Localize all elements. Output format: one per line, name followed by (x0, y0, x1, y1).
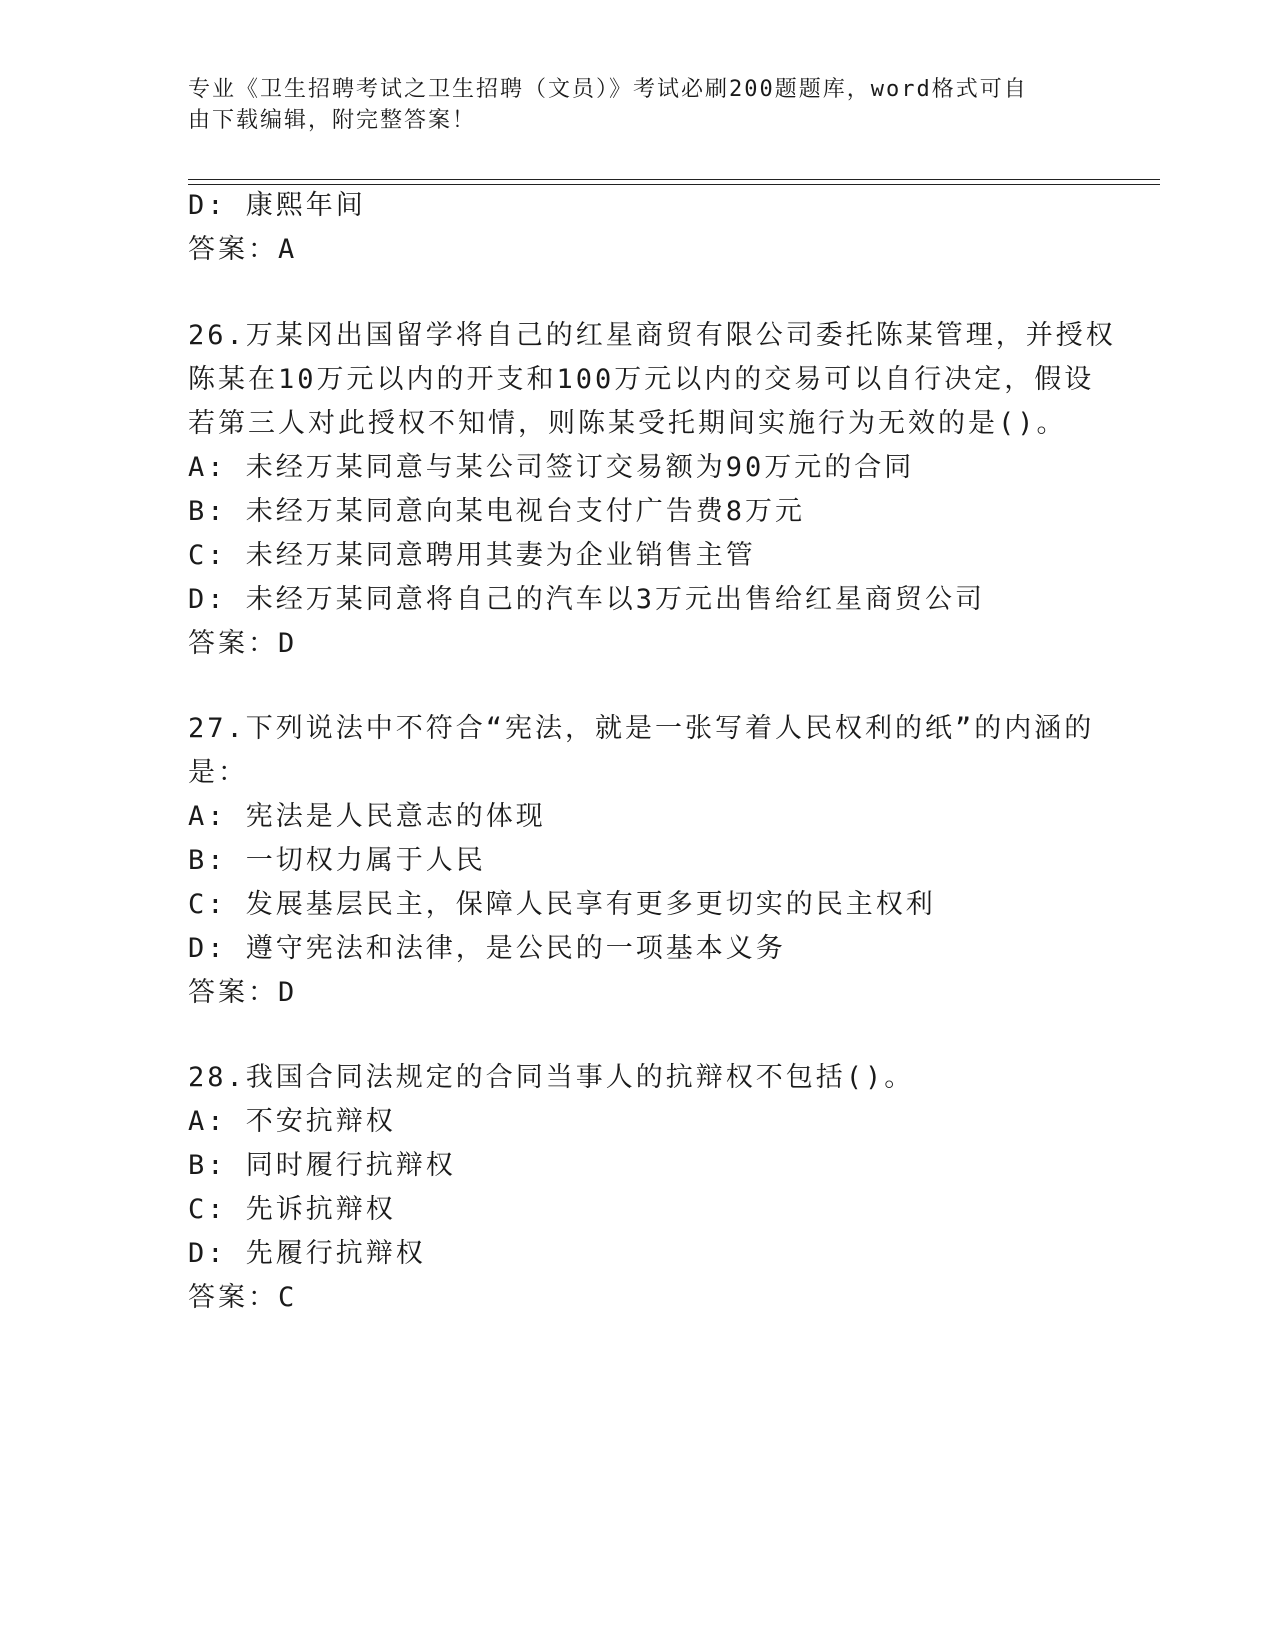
q27-option-b: B: 一切权力属于人民 (188, 845, 486, 876)
q27-stem-line-2: 是： (188, 757, 248, 788)
document-header (188, 74, 1068, 136)
q27-option-d: D: 遵守宪法和法律，是公民的一项基本义务 (188, 933, 786, 964)
q27-option-c: C: 发展基层民主，保障人民享有更多更切实的民主权利 (188, 889, 936, 920)
q27-option-a: A: 宪法是人民意志的体现 (188, 801, 546, 832)
q26-option-d: D: 未经万某同意将自己的汽车以3万元出售给红星商贸公司 (188, 584, 986, 615)
q28-option-b: B: 同时履行抗辩权 (188, 1150, 456, 1181)
q28-option-c: C: 先诉抗辩权 (188, 1194, 396, 1225)
q26-stem-line-3: 若第三人对此授权不知情，则陈某受托期间实施行为无效的是()。 (188, 408, 1067, 439)
q28-answer: 答案：C (188, 1282, 298, 1313)
q26-option-c: C: 未经万某同意聘用其妻为企业销售主管 (188, 540, 756, 571)
header-line-1: 专业《卫生招聘考试之卫生招聘（文员）》考试必刷200题题库，word格式可自 (188, 77, 1028, 102)
q26-option-b: B: 未经万某同意向某电视台支付广告费8万元 (188, 496, 806, 527)
header-line-2: 由下载编辑，附完整答案！ (188, 108, 477, 133)
q26-stem-line-1: 26.万某冈出国留学将自己的红星商贸有限公司委托陈某管理，并授权 (188, 320, 1116, 351)
q28-option-d: D: 先履行抗辩权 (188, 1238, 426, 1269)
header-rule-thin (188, 184, 1160, 185)
q26-stem-line-2: 陈某在10万元以内的开支和100万元以内的交易可以自行决定，假设 (188, 364, 1095, 395)
prev-option-d: D: 康熙年间 (188, 190, 366, 221)
prev-answer: 答案：A (188, 234, 298, 265)
q27-stem-line-1: 27.下列说法中不符合“宪法，就是一张写着人民权利的纸”的内涵的 (188, 713, 1095, 744)
q26-answer: 答案：D (188, 628, 298, 659)
q28-stem-line-1: 28.我国合同法规定的合同当事人的抗辩权不包括()。 (188, 1062, 915, 1093)
q27-answer: 答案：D (188, 977, 298, 1008)
header-rule-thick (188, 179, 1160, 180)
q28-option-a: A: 不安抗辩权 (188, 1106, 396, 1137)
q26-option-a: A: 未经万某同意与某公司签订交易额为90万元的合同 (188, 452, 915, 483)
